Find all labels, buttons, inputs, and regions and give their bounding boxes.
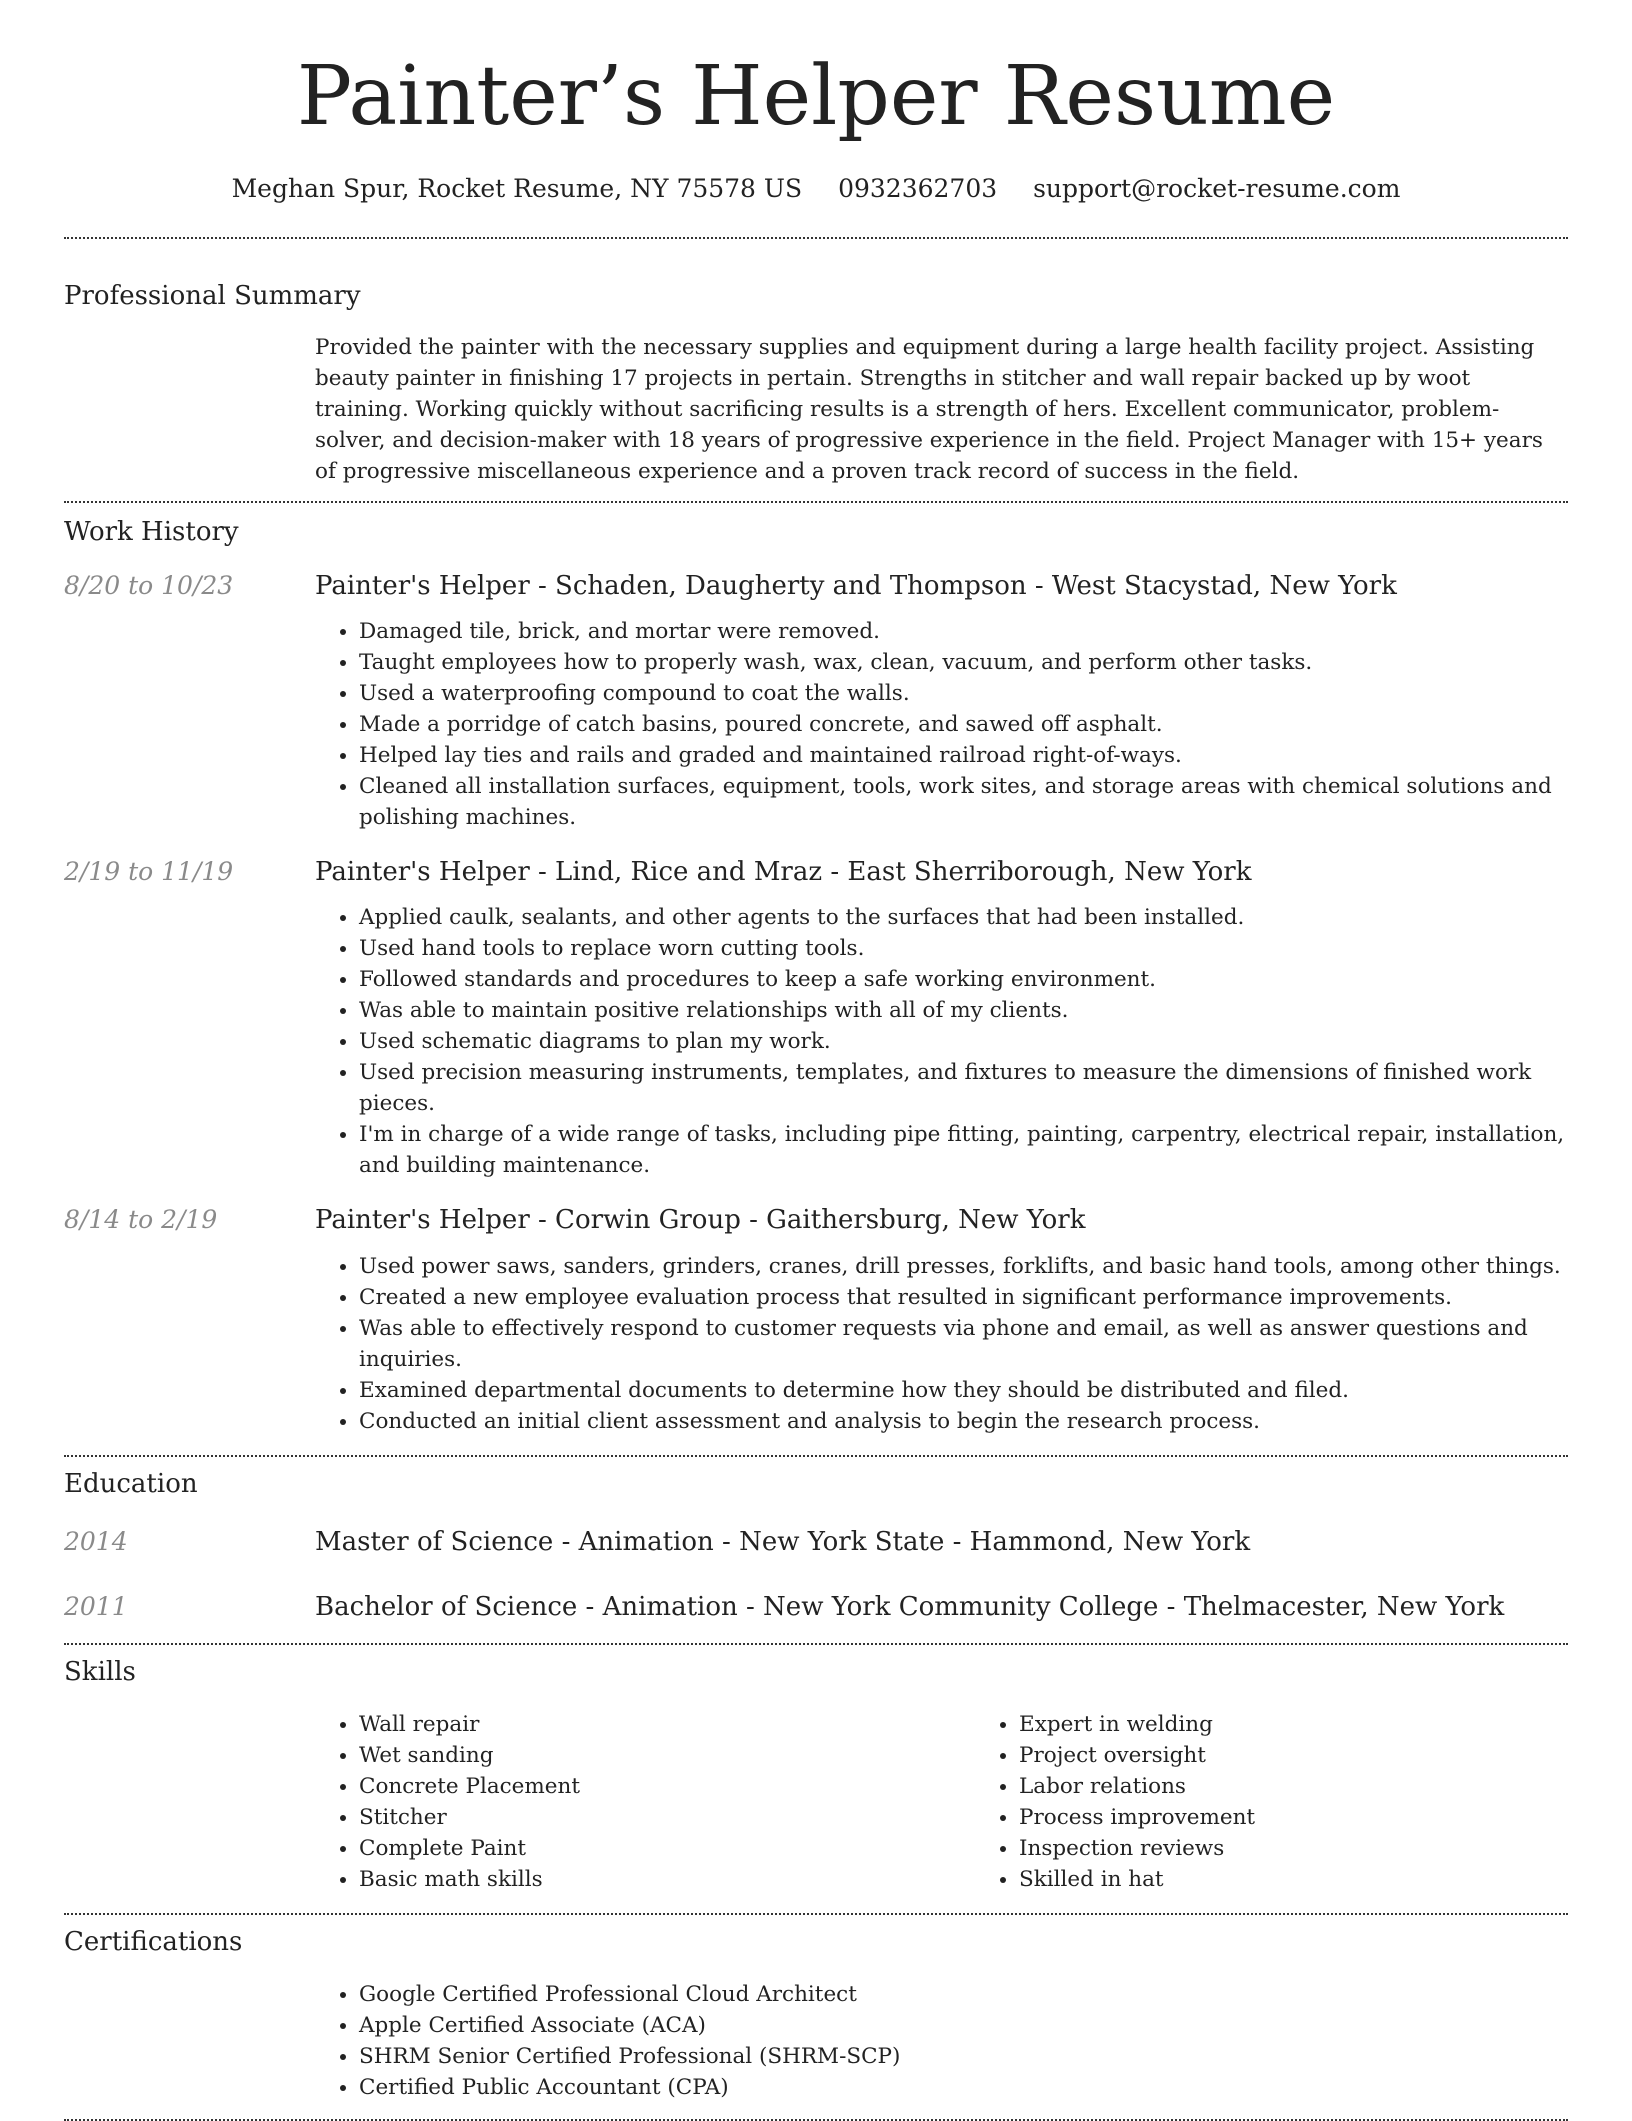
list-item: • Inspection reviews bbox=[1019, 1833, 1632, 1864]
list-item: • Complete Paint bbox=[359, 1833, 975, 1864]
skills-row bbox=[64, 1709, 1568, 1895]
list-item: • Skilled in hat bbox=[1019, 1864, 1632, 1895]
list-item: • Used power saws, sanders, grinders, cranes, drill presses, forklifts, and basic hand tools, among other things. bbox=[359, 1251, 1568, 1282]
contact-line bbox=[64, 174, 1568, 203]
list-item: • Was able to effectively respond to customer requests via phone and email, as well as answer questions and inquiries. bbox=[359, 1313, 1568, 1375]
list-item: • Apple Certified Associate (ACA) bbox=[359, 2010, 1568, 2041]
list-item: • Used precision measuring instruments, templates, and fixtures to measure the dimensions of finished work pieces. bbox=[359, 1057, 1568, 1119]
list-item: • Followed standards and procedures to keep a safe working environment. bbox=[359, 964, 1568, 995]
list-item: • Damaged tile, brick, and mortar were removed. bbox=[359, 616, 1568, 647]
list-item: • Process improvement bbox=[1019, 1802, 1632, 1833]
list-item: • Stitcher bbox=[359, 1802, 975, 1833]
skills-column-1 bbox=[315, 1709, 975, 1895]
section-title-certifications: Certifications bbox=[64, 1926, 243, 1957]
resume-title: Painter’s Helper Resume bbox=[296, 49, 1336, 144]
job-title: Painter's Helper - Lind, Rice and Mraz - East Sherriborough, New York bbox=[315, 857, 1252, 888]
list-item: • Wall repair bbox=[359, 1709, 975, 1740]
section-title-education: Education bbox=[64, 1468, 198, 1499]
job-dates: 2/19 to 11/19 bbox=[64, 857, 234, 887]
education-entry bbox=[64, 1592, 1568, 1623]
list-item: • Used a waterproofing compound to coat the walls. bbox=[359, 678, 1568, 709]
list-item: • Helped lay ties and rails and graded and maintained railroad right-of-ways. bbox=[359, 740, 1568, 771]
divider bbox=[64, 237, 1568, 239]
job-entry bbox=[64, 571, 1568, 833]
list-item: • Cleaned all installation surfaces, equipment, tools, work sites, and storage areas with chemical solutions and polishing machines. bbox=[359, 771, 1568, 833]
certifications-row bbox=[64, 1979, 1568, 2103]
education-text: Master of Science - Animation - New York State - Hammond, New York bbox=[315, 1526, 1251, 1557]
education-entry bbox=[64, 1527, 1568, 1558]
contact-email: support@rocket-resume.com bbox=[1033, 174, 1401, 203]
list-item: • I'm in charge of a wide range of tasks, including pipe fitting, painting, carpentry, electrical repair, installation, and building maintenance. bbox=[359, 1119, 1568, 1181]
job-bullets bbox=[315, 902, 1568, 1181]
divider bbox=[64, 1455, 1568, 1457]
list-item: • Conducted an initial client assessment and analysis to begin the research process. bbox=[359, 1406, 1568, 1437]
list-item: • Was able to maintain positive relationships with all of my clients. bbox=[359, 995, 1568, 1026]
job-bullets bbox=[315, 616, 1568, 833]
list-item: • Labor relations bbox=[1019, 1771, 1632, 1802]
job-title: Painter's Helper - Schaden, Daugherty and Thompson - West Stacystad, New York bbox=[315, 571, 1397, 601]
section-title-skills: Skills bbox=[64, 1656, 136, 1687]
list-item: • Examined departmental documents to determine how they should be distributed and filed. bbox=[359, 1375, 1568, 1406]
job-bullets bbox=[315, 1251, 1568, 1437]
education-text: Bachelor of Science - Animation - New York Community College - Thelmacester, New York bbox=[315, 1591, 1505, 1622]
divider bbox=[64, 1913, 1568, 1915]
education-year: 2011 bbox=[64, 1591, 128, 1621]
list-item: • Taught employees how to properly wash, wax, clean, vacuum, and perform other tasks. bbox=[359, 647, 1568, 678]
certifications-list bbox=[315, 1979, 1568, 2103]
job-dates: 8/20 to 10/23 bbox=[64, 571, 234, 600]
list-item: • Google Certified Professional Cloud Architect bbox=[359, 1979, 1568, 2010]
skills-grid bbox=[315, 1709, 1632, 1895]
list-item: • Concrete Placement bbox=[359, 1771, 975, 1802]
list-item: • Created a new employee evaluation process that resulted in significant performance improvements. bbox=[359, 1282, 1568, 1313]
list-item: • Used schematic diagrams to plan my work. bbox=[359, 1026, 1568, 1057]
section-title-work: Work History bbox=[64, 517, 239, 547]
job-entry bbox=[64, 857, 1568, 1181]
summary-row bbox=[64, 332, 1568, 487]
list-item: • Expert in welding bbox=[1019, 1709, 1632, 1740]
contact-phone: 0932362703 bbox=[838, 174, 998, 203]
job-title: Painter's Helper - Corwin Group - Gaithersburg, New York bbox=[315, 1205, 1086, 1236]
divider bbox=[64, 501, 1568, 503]
skills-column-2 bbox=[975, 1709, 1632, 1895]
work-history-list bbox=[64, 571, 1568, 1437]
list-item: • Used hand tools to replace worn cutting tools. bbox=[359, 933, 1568, 964]
list-item: • SHRM Senior Certified Professional (SHRM-SCP) bbox=[359, 2041, 1568, 2072]
list-item: • Certified Public Accountant (CPA) bbox=[359, 2072, 1568, 2103]
job-dates: 8/14 to 2/19 bbox=[64, 1205, 218, 1235]
contact-address: Meghan Spur, Rocket Resume, NY 75578 US bbox=[231, 174, 803, 203]
list-item: • Basic math skills bbox=[359, 1864, 975, 1895]
list-item: • Project oversight bbox=[1019, 1740, 1632, 1771]
job-entry bbox=[64, 1205, 1568, 1436]
list-item: • Applied caulk, sealants, and other agents to the surfaces that had been installed. bbox=[359, 902, 1568, 933]
list-item: • Wet sanding bbox=[359, 1740, 975, 1771]
section-title-summary: Professional Summary bbox=[64, 281, 361, 311]
education-year: 2014 bbox=[64, 1526, 128, 1556]
summary-text: Provided the painter with the necessary supplies and equipment during a large health facility project. Assisting beauty painter in finishing 17 projects in pertain. Strengths in stitcher and wall repair backed up by woot training. Working quickly without sacrificing results is a strength of hers. Excellent communicator, problem-solver, and decision-maker with 18 years of progressive experience in the field. Project Manager with 15+ years of progressive miscellaneous experience and a proven track record of success in the field. bbox=[315, 335, 1543, 484]
list-item: • Made a porridge of catch basins, poured concrete, and sawed off asphalt. bbox=[359, 709, 1568, 740]
divider bbox=[64, 1643, 1568, 1645]
